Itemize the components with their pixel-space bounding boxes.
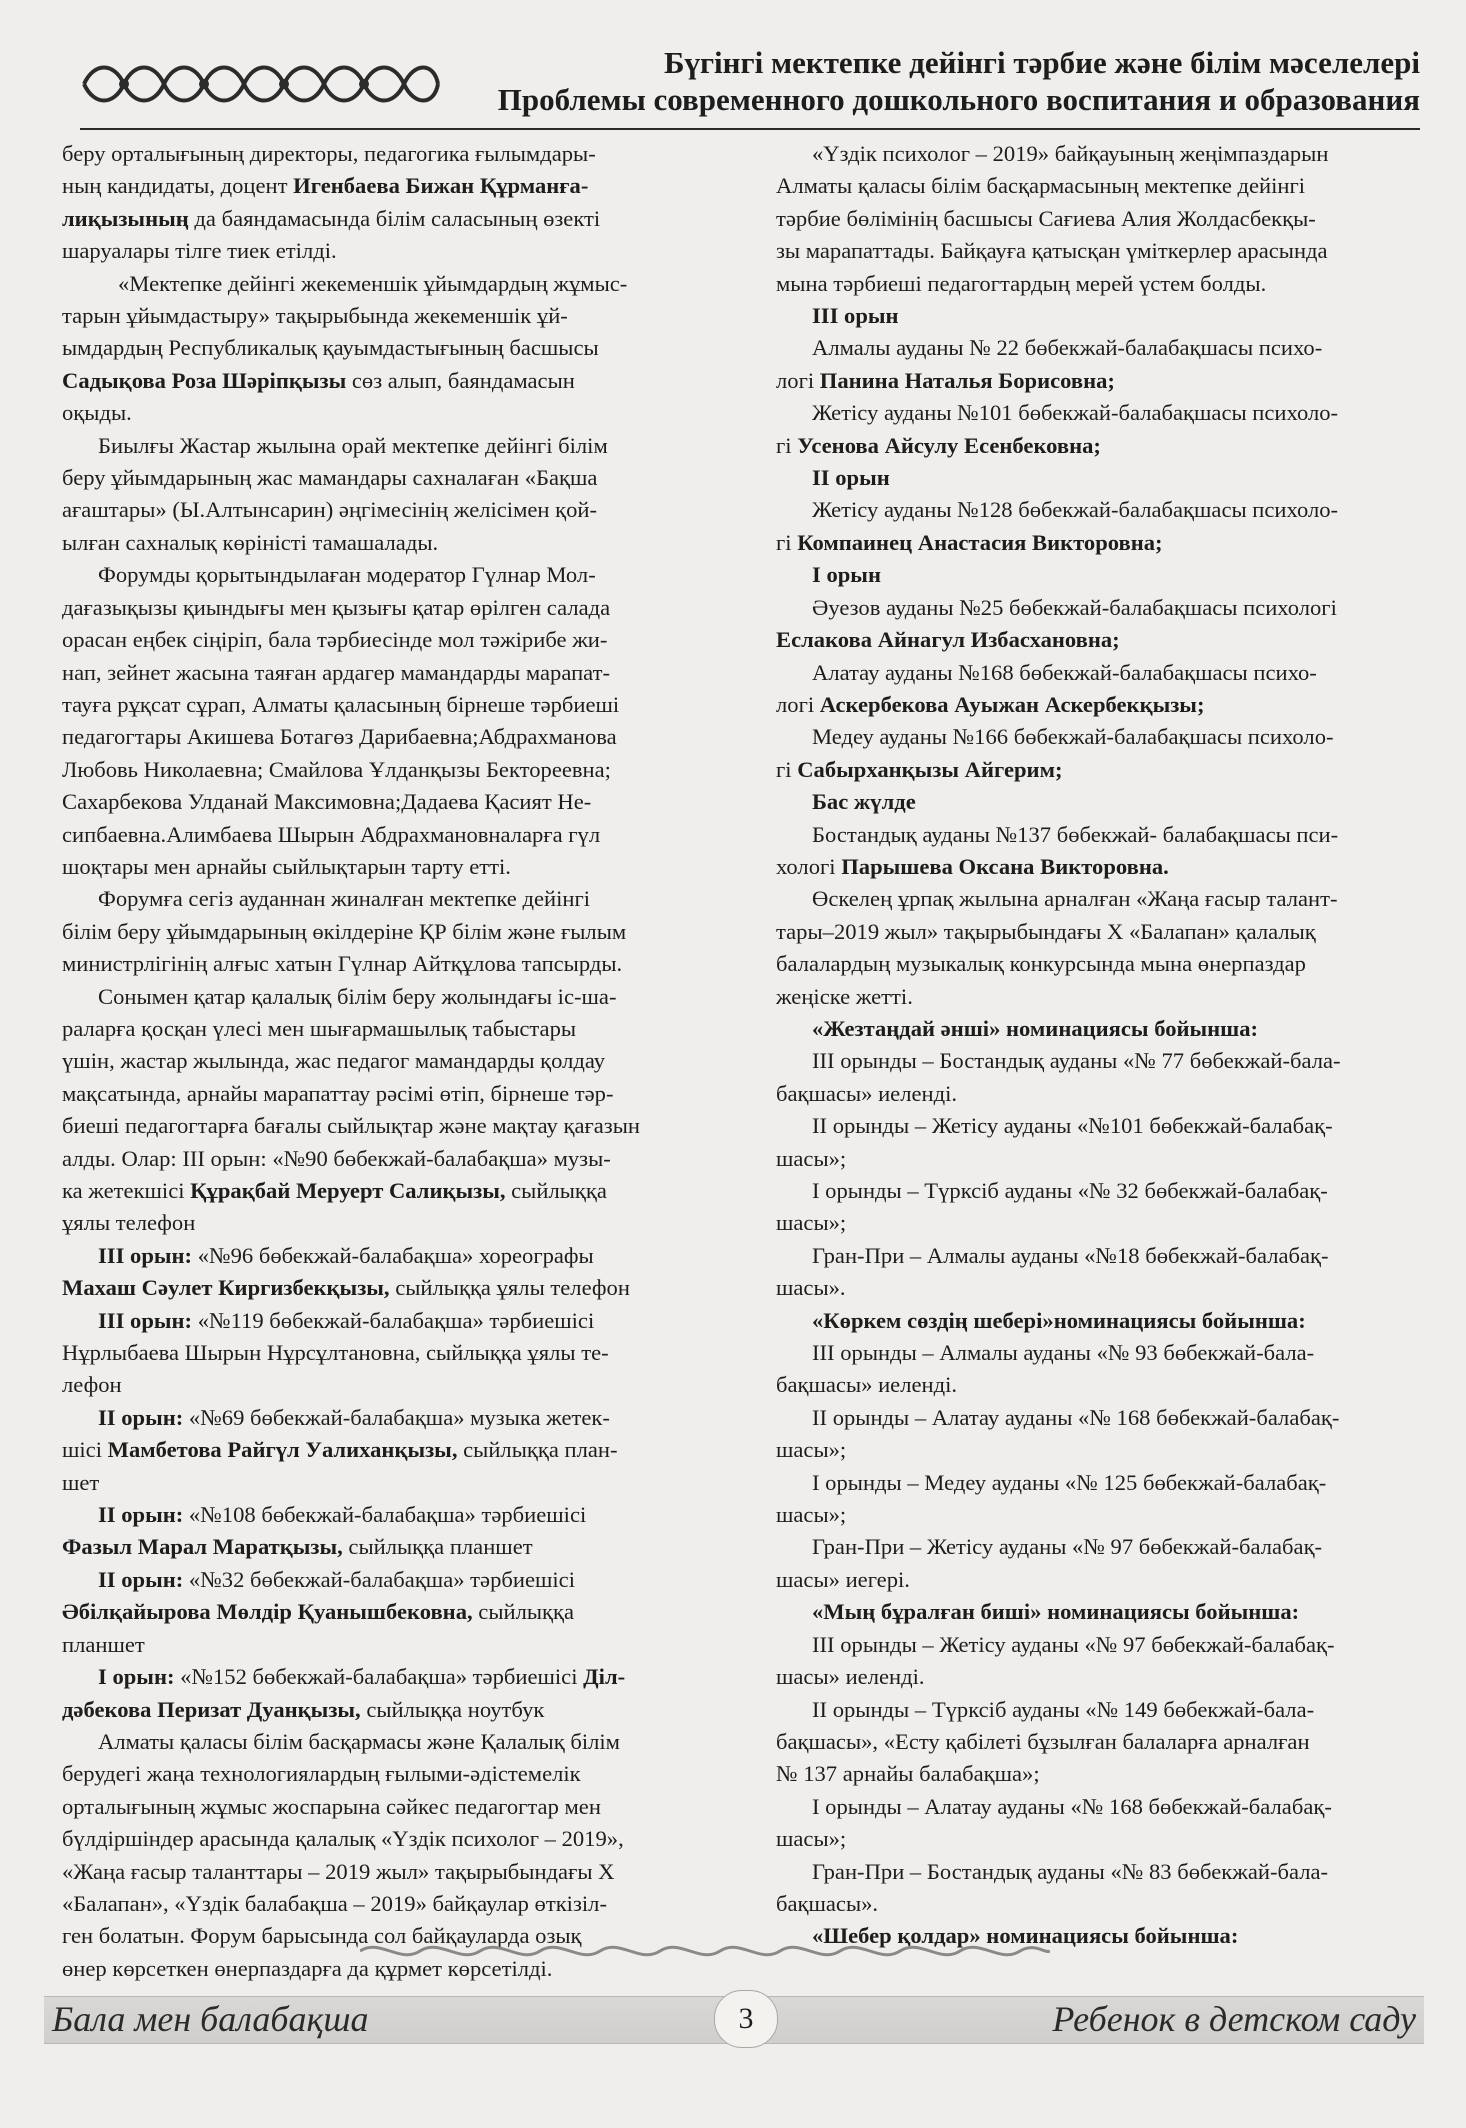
text-line — [62, 494, 694, 526]
text-line — [62, 1207, 694, 1239]
ornament-icon — [80, 54, 440, 114]
text-line — [62, 883, 694, 915]
text-line — [776, 268, 1416, 300]
text-bold: Діл- — [583, 1664, 626, 1690]
text-run: Алматы қаласы білім басқармасы және Қалалық білім — [98, 1728, 620, 1754]
text-line — [62, 1272, 694, 1304]
text-line — [62, 721, 694, 753]
text-run: алды. Олар: III орын: «№90 бөбекжай-балабақша» музы- — [62, 1145, 611, 1171]
text-line — [62, 1661, 694, 1693]
text-bold: Мамбетова Райгүл Уалиханқызы, — [107, 1437, 458, 1463]
text-line — [62, 948, 694, 980]
text-run: бақшасы». — [776, 1890, 879, 1916]
text-run: гі — [776, 432, 798, 458]
text-bold: «Шебер қолдар» номинациясы бойынша: — [812, 1923, 1239, 1949]
text-line — [62, 916, 694, 948]
text-run: педагогтары Акишева Ботагөз Дарибаевна;Абдрахманова — [62, 724, 617, 750]
text-line — [62, 1337, 694, 1369]
text-line — [62, 1305, 694, 1337]
text-run: шасы»; — [776, 1210, 847, 1236]
text-line — [62, 1758, 694, 1790]
text-run: білім беру ұйымдарының өкілдеріне ҚР білім және ғылым — [62, 918, 627, 944]
text-run: гі — [776, 529, 798, 555]
text-bold: Бас жүлде — [812, 789, 916, 815]
footer-journal-ru: Ребенок в детском саду — [1052, 1999, 1416, 2039]
text-run: тары–2019 жыл» тақырыбындағы Х «Балапан» қалалық — [776, 918, 1316, 944]
text-line — [62, 981, 694, 1013]
text-run: логі — [776, 367, 820, 393]
text-run: хологі — [776, 853, 842, 879]
text-run: жеңіске жетті. — [776, 983, 913, 1009]
text-run: шасы»; — [776, 1437, 847, 1463]
text-line — [62, 1467, 694, 1499]
text-line — [776, 1305, 1416, 1337]
text-run: сыйлыққа — [505, 1178, 607, 1203]
text-bold: дәбекова Перизат Дуанқызы, — [62, 1696, 361, 1722]
text-run: шоқтары мен арнайы сыйлықтарын тарту етті. — [62, 853, 511, 879]
text-run: Гран-При – Бостандық ауданы «№ 83 бөбекжай-бала- — [812, 1858, 1329, 1884]
text-line — [62, 1694, 694, 1726]
text-run: I орынды – Медеу ауданы «№ 125 бөбекжай-балабақ- — [812, 1469, 1327, 1495]
text-run: «№32 бөбекжай-балабақша» тәрбиешісі — [183, 1566, 575, 1592]
text-run: министрлігінің алғыс хатын Гүлнар Айтқұлова тапсырды. — [62, 951, 623, 977]
text-bold: Құрақбай Меруерт Салиқызы, — [190, 1178, 506, 1203]
text-line — [62, 332, 694, 364]
text-bold: «Жезтаңдай әнші» номинациясы бойынша: — [812, 1015, 1259, 1041]
text-line — [776, 1272, 1416, 1304]
text-bold: Усенова Айсулу Есенбековна; — [797, 432, 1101, 458]
text-bold: Аскербекова Ауыжан Аскербекқызы; — [819, 691, 1205, 717]
text-line — [776, 1240, 1416, 1272]
text-run: беру орталығының директоры, педагогика ғылымдары- — [62, 141, 596, 166]
text-run: II орынды – Түрксіб ауданы «№ 149 бөбекжай-бала- — [812, 1696, 1315, 1722]
text-line — [776, 1110, 1416, 1142]
text-line — [776, 981, 1416, 1013]
text-line — [776, 883, 1416, 915]
text-line — [776, 689, 1416, 721]
text-run: логі — [776, 691, 820, 717]
text-run: II орынды – Жетісу ауданы «№101 бөбекжай-балабақ- — [812, 1113, 1333, 1139]
text-line — [62, 527, 694, 559]
text-line — [776, 1467, 1416, 1499]
text-line — [776, 721, 1416, 753]
text-run: сипбаевна.Алимбаева Шырын Абдрахмановналарға гүл — [62, 821, 601, 847]
text-line — [776, 1402, 1416, 1434]
page-footer — [44, 1990, 1424, 2050]
text-run: лефон — [62, 1372, 122, 1398]
text-line — [62, 1240, 694, 1272]
text-bold: Сабырханқызы Айгерим; — [797, 756, 1063, 782]
text-run: нап, зейнет жасына таяған ардагер мамандарды марапат- — [62, 659, 611, 685]
text-run: орталығының жұмыс жоспарына сәйкес педагогтар мен — [62, 1793, 601, 1819]
text-run: Бостандық ауданы №137 бөбекжай- балабақшасы пси- — [812, 821, 1339, 847]
text-line — [62, 689, 694, 721]
text-line — [62, 1175, 694, 1207]
text-line — [62, 138, 694, 170]
text-run: Өскелең ұрпақ жылына арналған «Жаңа ғасыр талант- — [812, 886, 1338, 912]
article-column-left — [62, 138, 694, 1985]
text-line — [776, 1856, 1416, 1888]
text-line — [776, 1564, 1416, 1596]
article-column-right — [776, 138, 1416, 1953]
text-line — [62, 235, 694, 267]
text-run: шасы» иегері. — [776, 1566, 910, 1592]
text-line — [776, 235, 1416, 267]
text-run: мына тәрбиеші педагогтардың мерей үстем болды. — [776, 270, 1267, 296]
text-line — [776, 462, 1416, 494]
text-bold: Компаинец Анастасия Викторовна; — [797, 529, 1163, 555]
text-line — [776, 657, 1416, 689]
text-bold: I орын — [812, 562, 881, 588]
text-run: шасы» иеленді. — [776, 1664, 925, 1690]
text-run: сөз алып, баяндамасын — [346, 367, 575, 393]
text-line — [62, 1499, 694, 1531]
text-bold: «Мың бұралған биші» номинациясы бойынша: — [812, 1599, 1300, 1625]
text-line — [776, 1596, 1416, 1628]
text-line — [776, 138, 1416, 170]
text-line — [776, 430, 1416, 462]
text-line — [776, 819, 1416, 851]
text-line — [776, 1823, 1416, 1855]
text-line — [62, 786, 694, 818]
text-bold: III орын: — [98, 1242, 193, 1268]
text-run: биеші педагогтарға бағалы сыйлықтар және мақтау қағазын — [62, 1113, 640, 1139]
text-line — [776, 754, 1416, 786]
text-line — [776, 624, 1416, 656]
text-line — [62, 559, 694, 591]
text-run: орасан еңбек сіңіріп, бала тәрбиесінде мол тәжірибе жи- — [62, 627, 608, 653]
text-bold: Садықова Роза Шәріпқызы — [62, 367, 347, 393]
text-bold: Игенбаева Бижан Құрманға- — [293, 173, 589, 199]
page-header — [80, 44, 1420, 124]
text-run: зы марапаттады. Байқауға қатысқан үміткерлер арасында — [776, 238, 1328, 264]
footer-journal-kz: Бала мен балабақша — [52, 1999, 369, 2039]
text-line — [62, 1726, 694, 1758]
text-run: үшін, жастар жылында, жас педагог мамандарды қолдау — [62, 1048, 606, 1074]
text-run: Жетісу ауданы №128 бөбекжай-балабақшасы психоло- — [812, 497, 1339, 523]
text-run: «Жаңа ғасыр таланттары – 2019 жыл» тақырыбындағы Х — [62, 1858, 615, 1884]
text-bold: Еслакова Айнагул Избасхановна; — [776, 627, 1120, 653]
text-line — [776, 1531, 1416, 1563]
text-run: «№96 бөбекжай-балабақша» хореографы — [192, 1242, 594, 1268]
text-run: сыйлыққа планшет — [342, 1534, 533, 1560]
text-run: шасы»; — [776, 1145, 847, 1171]
text-run: бақшасы» иеленді. — [776, 1372, 958, 1398]
text-line — [776, 1888, 1416, 1920]
text-line — [62, 819, 694, 851]
text-run: беру ұйымдарының жас мамандары сахналаған «Бақша — [62, 465, 598, 491]
text-run: сыйлыққа — [472, 1599, 575, 1625]
text-bold: Панина Наталья Борисовна; — [819, 367, 1115, 393]
text-line — [62, 365, 694, 397]
text-line — [776, 1499, 1416, 1531]
text-line — [776, 1758, 1416, 1790]
header-divider — [80, 128, 1420, 130]
text-run: тауға рұқсат сұрап, Алматы қаласының бірнеше тәрбиеші — [62, 691, 620, 717]
text-run: № 137 арнайы балабақша»; — [776, 1761, 1040, 1787]
text-run: планшет — [62, 1631, 145, 1657]
text-run: сыйлыққа ноутбук — [360, 1696, 545, 1722]
text-line — [62, 1434, 694, 1466]
text-run: ымдардың Республикалық қауымдастығының басшысы — [62, 335, 599, 361]
text-line — [776, 592, 1416, 624]
text-line — [62, 1791, 694, 1823]
text-line — [776, 851, 1416, 883]
text-bold: лиқызының — [62, 205, 189, 231]
text-run: III орынды – Жетісу ауданы «№ 97 бөбекжай-балабақ- — [812, 1631, 1335, 1657]
text-run: шасы»; — [776, 1502, 847, 1528]
text-run: ағаштары» (Ы.Алтынсарин) әңгімесінің желісімен қой- — [62, 497, 598, 523]
text-line — [776, 1337, 1416, 1369]
text-run: шаруалары тілге тиек етілді. — [62, 238, 337, 264]
text-line — [62, 462, 694, 494]
text-run: III орынды – Бостандық ауданы «№ 77 бөбекжай-бала- — [812, 1048, 1341, 1074]
text-line — [776, 332, 1416, 364]
text-line — [62, 1110, 694, 1142]
text-run: Медеу ауданы №166 бөбекжай-балабақшасы психоло- — [812, 724, 1334, 750]
text-line — [776, 786, 1416, 818]
text-line — [62, 1369, 694, 1401]
text-line — [776, 397, 1416, 429]
text-run: Биылғы Жастар жылына орай мектепке дейінгі білім — [98, 432, 608, 458]
text-line — [776, 1143, 1416, 1175]
text-line — [62, 1629, 694, 1661]
text-run: Сахарбекова Улданай Максимовна;Дадаева Қасият Не- — [62, 789, 592, 815]
text-run: дағазықызы қиындығы мен қызығы қатар өрілген салада — [62, 594, 611, 620]
text-line — [776, 300, 1416, 332]
text-run: «Үздік психолог – 2019» байқауының жеңімпаздарын — [812, 141, 1329, 166]
text-line — [62, 1143, 694, 1175]
text-run: Гран-При – Жетісу ауданы «№ 97 бөбекжай-балабақ- — [812, 1534, 1323, 1560]
text-line — [776, 1694, 1416, 1726]
text-line — [776, 916, 1416, 948]
text-line — [776, 170, 1416, 202]
text-line — [776, 1726, 1416, 1758]
text-run: оқыды. — [62, 400, 132, 426]
text-run: I орынды – Түрксіб ауданы «№ 32 бөбекжай-балабақ- — [812, 1178, 1328, 1203]
text-bold: Парышева Оксана Викторовна. — [841, 853, 1169, 879]
text-run: «№152 бөбекжай-балабақша» тәрбиешісі — [174, 1664, 584, 1690]
text-run: шасы»; — [776, 1826, 847, 1852]
text-run: ұялы телефон — [62, 1210, 196, 1236]
text-line — [62, 624, 694, 656]
header-title-kz: Бүгінгі мектепке дейінгі тәрбие және білім мәселелері — [663, 45, 1420, 80]
text-run: шісі — [62, 1437, 108, 1463]
text-run: Алмалы ауданы № 22 бөбекжай-балабақшасы психо- — [812, 335, 1323, 361]
text-run: Сонымен қатар қалалық білім беру жолындағы іс-ша- — [98, 983, 617, 1009]
text-run: сыйлыққа план- — [457, 1437, 618, 1463]
text-line — [776, 1791, 1416, 1823]
text-run: өнер көрсеткен өнерпаздарға да құрмет көрсетілді. — [62, 1955, 553, 1981]
text-bold: Әбілқайырова Мөлдір Қуанышбековна, — [62, 1599, 473, 1625]
text-line — [62, 754, 694, 786]
text-line — [62, 1856, 694, 1888]
text-line — [62, 203, 694, 235]
text-bold: III орын: — [98, 1307, 193, 1333]
text-line — [776, 1078, 1416, 1110]
text-run: ның кандидаты, доцент — [62, 173, 294, 199]
text-run: ка жетекшісі — [62, 1178, 191, 1203]
text-run: Алатау ауданы №168 бөбекжай-балабақшасы психо- — [812, 659, 1317, 685]
text-run: Алматы қаласы білім басқармасының мектепке дейінгі — [776, 173, 1306, 199]
text-run: Жетісу ауданы №101 бөбекжай-балабақшасы психоло- — [812, 400, 1339, 426]
text-run: III орынды – Алмалы ауданы «№ 93 бөбекжай-бала- — [812, 1340, 1315, 1366]
text-bold: III орын — [812, 303, 899, 329]
text-line — [776, 559, 1416, 591]
text-run: бақшасы» иеленді. — [776, 1080, 958, 1106]
text-line — [62, 592, 694, 624]
text-run: Форумға сегіз ауданнан жиналған мектепке дейінгі — [98, 886, 591, 912]
text-line — [776, 1207, 1416, 1239]
text-run: шасы». — [776, 1275, 846, 1301]
text-run: «№119 бөбекжай-балабақша» тәрбиешісі — [192, 1307, 595, 1333]
text-line — [62, 1078, 694, 1110]
text-run: Нұрлыбаева Шырын Нұрсұлтановна, сыйлыққа ұялы те- — [62, 1340, 609, 1366]
text-run: тарын ұйымдастыру» тақырыбында жекеменшік ұй- — [62, 303, 568, 329]
text-line — [776, 527, 1416, 559]
text-run: сыйлыққа ұялы телефон — [389, 1275, 630, 1301]
text-run: гі — [776, 756, 798, 782]
text-line — [776, 1175, 1416, 1207]
text-line — [776, 1045, 1416, 1077]
text-line — [62, 851, 694, 883]
text-line — [776, 494, 1416, 526]
text-line — [62, 170, 694, 202]
text-run: Әуезов ауданы №25 бөбекжай-балабақшасы психологі — [812, 594, 1337, 620]
text-run: Форумды қорытындылаған модератор Гүлнар Мол- — [98, 562, 596, 588]
text-line — [776, 1013, 1416, 1045]
text-line — [62, 657, 694, 689]
text-run: тәрбие бөлімінің басшысы Сағиева Алия Жолдасбекқы- — [776, 205, 1316, 231]
text-line — [62, 397, 694, 429]
text-run: бүлдіршіндер арасында қалалық «Үздік психолог – 2019», — [62, 1826, 624, 1852]
text-run: бақшасы», «Есту қабілеті бұзылған балаларға арналған — [776, 1728, 1310, 1754]
text-run: шет — [62, 1469, 100, 1495]
text-run: Гран-При – Алмалы ауданы «№18 бөбекжай-балабақ- — [812, 1242, 1329, 1268]
text-run: ген болатын. Форум барысында сол байқауларда озық — [62, 1923, 582, 1949]
text-bold: II орын — [812, 465, 890, 491]
text-bold: II орын: — [98, 1404, 184, 1430]
text-line — [62, 1596, 694, 1628]
page-number: 3 — [714, 1990, 778, 2048]
text-run: I орынды – Алатау ауданы «№ 168 бөбекжай-балабақ- — [812, 1793, 1332, 1819]
text-line — [776, 1434, 1416, 1466]
text-line — [776, 203, 1416, 235]
text-line — [776, 1629, 1416, 1661]
text-line — [62, 1531, 694, 1563]
text-line — [62, 1564, 694, 1596]
text-run: раларға қосқан үлесі мен шығармашылық табыстары — [62, 1015, 577, 1041]
text-bold: II орын: — [98, 1566, 184, 1592]
text-line — [776, 1369, 1416, 1401]
text-bold: Махаш Сәулет Киргизбекқызы, — [62, 1275, 390, 1301]
text-line — [62, 430, 694, 462]
footer-ornament-icon — [360, 1938, 1050, 1964]
text-run: «№69 бөбекжай-балабақша» музыка жетек- — [183, 1404, 610, 1430]
header-title-ru: Проблемы современного дошкольного воспитания и образования — [497, 82, 1420, 117]
text-run: «№108 бөбекжай-балабақша» тәрбиешісі — [183, 1502, 587, 1528]
text-line — [62, 268, 694, 300]
text-run: «Мектепке дейінгі жекеменшік ұйымдардың жұмыс- — [118, 270, 628, 296]
text-line — [62, 1402, 694, 1434]
text-run: да баяндамасында білім саласының өзекті — [188, 205, 601, 231]
text-run: «Балапан», «Үздік балабақша – 2019» байқаулар өткізіл- — [62, 1890, 607, 1916]
text-bold: Фазыл Марал Маратқызы, — [62, 1534, 343, 1560]
text-run: Любовь Николаевна; Смайлова Ұлданқызы Бектореевна; — [62, 756, 611, 782]
text-run: берудегі жаңа технологиялардың ғылыми-әдістемелік — [62, 1761, 581, 1787]
text-line — [62, 1888, 694, 1920]
text-line — [776, 1661, 1416, 1693]
text-line — [62, 1823, 694, 1855]
text-line — [62, 1013, 694, 1045]
text-run: II орынды – Алатау ауданы «№ 168 бөбекжай-балабақ- — [812, 1404, 1340, 1430]
text-line — [776, 948, 1416, 980]
text-run: балалардың музыкалық конкурсында мына өнерпаздар — [776, 951, 1306, 977]
text-run: ылған сахналық көріністі тамашалады. — [62, 529, 439, 555]
text-line — [776, 365, 1416, 397]
text-bold: I орын: — [98, 1664, 175, 1690]
text-bold: «Көркем сөздің шебері»номинациясы бойынша: — [812, 1307, 1306, 1333]
text-line — [62, 1045, 694, 1077]
text-run: мақсатында, арнайы марапаттау рәсімі өтіп, бірнеше тәр- — [62, 1080, 614, 1106]
text-line — [62, 300, 694, 332]
text-bold: II орын: — [98, 1502, 184, 1528]
